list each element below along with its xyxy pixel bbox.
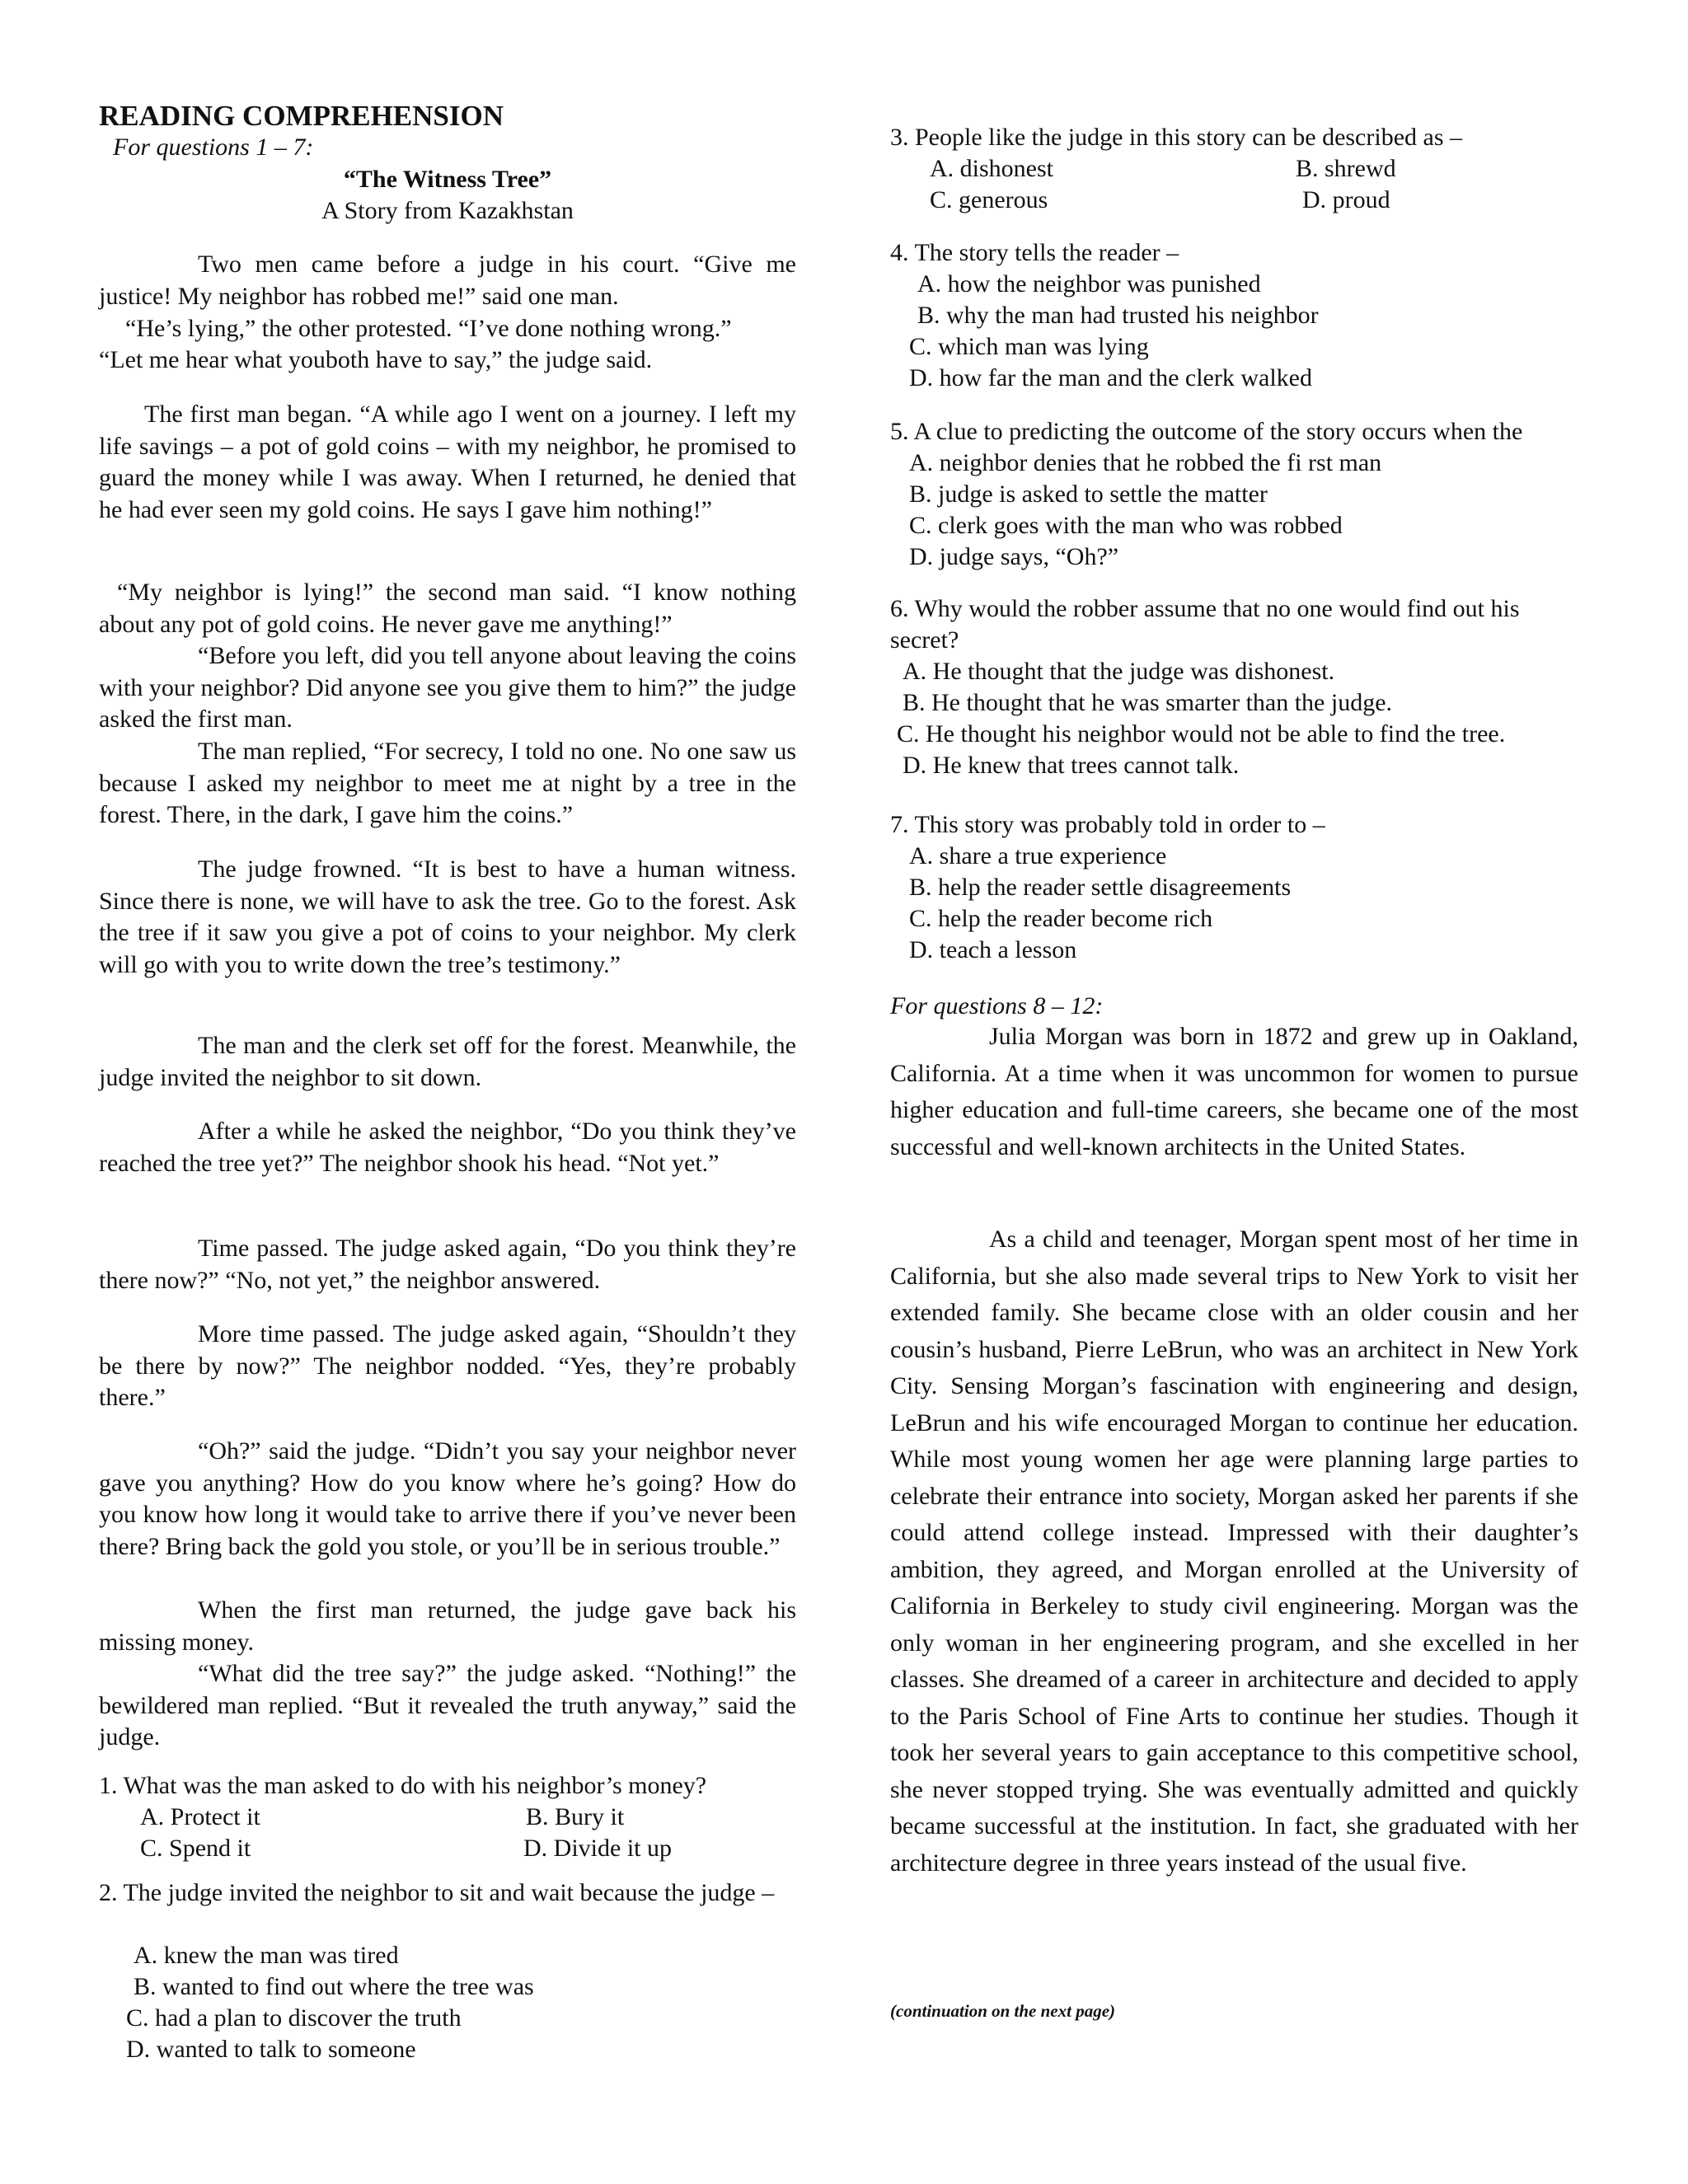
continuation-note: (continuation on the next page) xyxy=(890,2001,1116,2021)
question-1-option-a[interactable]: A. Protect it xyxy=(140,1803,260,1830)
page-title: READING COMPREHENSION xyxy=(99,100,504,132)
question-4 xyxy=(890,237,1578,394)
question-7-option-c[interactable]: C. help the reader become rich xyxy=(909,905,1213,932)
question-7-option-b[interactable]: B. help the reader settle disagreements xyxy=(909,874,1292,901)
story-subtitle: A Story from Kazakhstan xyxy=(321,197,574,224)
question-2-text: 2. The judge invited the neighbor to sit and wait because the judge – xyxy=(99,1879,775,1906)
question-6-option-d[interactable]: D. He knew that trees cannot talk. xyxy=(903,752,1240,779)
question-4-text: 4. The story tells the reader – xyxy=(890,239,1179,266)
question-2-option-a[interactable]: A. knew the man was tired xyxy=(134,1942,399,1969)
question-6-text: 6. Why would the robber assume that no one would find out his secret? xyxy=(890,595,1520,654)
question-1 xyxy=(99,1770,796,1862)
story-paragraph: When the first man returned, the judge gave back his missing money. xyxy=(99,1596,796,1656)
question-4-option-a[interactable]: A. how the neighbor was punished xyxy=(917,270,1261,298)
question-2 xyxy=(99,1877,796,2067)
question-7-text: 7. This story was probably told in order to – xyxy=(890,811,1325,838)
question-5 xyxy=(890,416,1578,573)
question-3-text: 3. People like the judge in this story can be described as – xyxy=(890,124,1462,151)
question-5-text: 5. A clue to predicting the outcome of the story occurs when the xyxy=(890,418,1523,445)
question-5-option-a[interactable]: A. neighbor denies that he robbed the fi rst man xyxy=(909,449,1382,476)
question-4-option-d[interactable]: D. how far the man and the clerk walked xyxy=(909,364,1312,391)
story-paragraph: The first man began. “A while ago I went on a journey. I left my life savings – a pot of gold coins – with my neighbor, he promised to guard the money while I was away. When I returned, he denied that he had ever seen my gold coins. He says I gave him nothing!” xyxy=(99,401,796,523)
question-7-option-a[interactable]: A. share a true experience xyxy=(909,842,1167,869)
question-2-option-d[interactable]: D. wanted to talk to someone xyxy=(126,2036,416,2063)
story-paragraph: The man and the clerk set off for the forest. Meanwhile, the judge invited the neighbor to sit down. xyxy=(99,1032,796,1091)
story-paragraph: Time passed. The judge asked again, “Do you think they’re there now?” “No, not yet,” the neighbor answered. xyxy=(99,1235,796,1294)
story-paragraph: Two men came before a judge in his court. “Give me justice! My neighbor has robbed me!” said one man. xyxy=(99,251,796,310)
question-3 xyxy=(890,122,1578,221)
question-3-option-c[interactable]: C. generous xyxy=(930,186,1048,213)
story-paragraph: “Oh?” said the judge. “Didn’t you say your neighbor never gave you anything? How do you know where he’s going? How do you know how long it would take to arrive there if you’ve never been there? Bring back the gold you stole, or you’ll be in serious trouble.” xyxy=(99,1437,796,1560)
question-4-option-b[interactable]: B. why the man had trusted his neighbor xyxy=(917,302,1319,329)
story-paragraph: After a while he asked the neighbor, “Do you think they’ve reached the tree yet?” The neighbor shook his head. “Not yet.” xyxy=(99,1118,796,1177)
question-1-option-b[interactable]: B. Bury it xyxy=(526,1803,625,1830)
question-3-option-a[interactable]: A. dishonest xyxy=(930,155,1053,182)
question-5-option-b[interactable]: B. judge is asked to settle the matter xyxy=(909,480,1268,508)
story-paragraph: “My neighbor is lying!” the second man said. “I know nothing about any pot of gold coins. He never gave me anything!” xyxy=(99,579,796,638)
passage-paragraph: Julia Morgan was born in 1872 and grew up in Oakland, California. At a time when it was uncommon for women to pursue higher education and full-time careers, she became one of the most successful and well-known architects in the United States. xyxy=(890,1023,1578,1160)
question-1-option-d[interactable]: D. Divide it up xyxy=(523,1835,672,1862)
story-title: “The Witness Tree” xyxy=(343,166,552,193)
question-1-text: 1. What was the man asked to do with his neighbor’s money? xyxy=(99,1772,707,1799)
question-6-option-c[interactable]: C. He thought his neighbor would not be able to find the tree. xyxy=(897,720,1506,748)
question-6 xyxy=(890,593,1578,783)
story-paragraph: More time passed. The judge asked again, “Shouldn’t they be there by now?” The neighbor nodded. “Yes, they’re probably there.” xyxy=(99,1320,796,1411)
question-7 xyxy=(890,809,1578,966)
questions-8-12-intro: For questions 8 – 12: xyxy=(890,992,1104,1019)
story-paragraph: “Before you left, did you tell anyone about leaving the coins with your neighbor? Did anyone see you give them to him?” the judge asked the first man. xyxy=(99,642,796,733)
question-3-option-b[interactable]: B. shrewd xyxy=(1296,155,1396,182)
question-6-option-b[interactable]: B. He thought that he was smarter than the judge. xyxy=(903,689,1393,716)
story-paragraph: “Let me hear what youboth have to say,” the judge said. xyxy=(99,346,653,373)
passage-paragraph: As a child and teenager, Morgan spent most of her time in California, but she also made several trips to New York to visit her extended family. She became close with an older cousin and her cousin’s husband, Pierre LeBrun, who was an architect in New York City. Sensing Morgan’s fascination with engineering and design, LeBrun and his wife encouraged Morgan to continue her education. While most young women her age were planning large parties to celebrate their entrance into society, Morgan asked her parents if she could attend college instead. Impressed with their daughter’s ambition, they agreed, and Morgan enrolled at the University of California in Berkeley to study civil engineering. Morgan was the only woman in her engineering program, and she excelled in her classes. She dreamed of a career in architecture and decided to apply to the Paris School of Fine Arts to continue her studies. Though it took her several years to gain acceptance to this competitive school, she never stopped trying. She was eventually admitted and quickly became successful at the institution. In fact, she graduated with her architecture degree in three years instead of the usual five. xyxy=(890,1226,1578,1877)
question-7-option-d[interactable]: D. teach a lesson xyxy=(909,936,1077,963)
question-4-option-c[interactable]: C. which man was lying xyxy=(909,333,1149,360)
questions-1-7-intro: For questions 1 – 7: xyxy=(113,134,314,161)
story-paragraph: “He’s lying,” the other protested. “I’ve done nothing wrong.” xyxy=(125,315,732,342)
question-3-option-d[interactable]: D. proud xyxy=(1302,186,1390,213)
story-paragraph: The man replied, “For secrecy, I told no one. No one saw us because I asked my neighbor to meet me at night by a tree in the forest. There, in the dark, I gave him the coins.” xyxy=(99,738,796,828)
story-paragraph: “What did the tree say?” the judge asked. “Nothing!” the bewildered man replied. “But it revealed the truth anyway,” said the judge. xyxy=(99,1660,796,1750)
question-5-option-d[interactable]: D. judge says, “Oh?” xyxy=(909,543,1119,570)
question-5-option-c[interactable]: C. clerk goes with the man who was robbed xyxy=(909,512,1343,539)
question-2-option-c[interactable]: C. had a plan to discover the truth xyxy=(126,2004,462,2032)
question-2-option-b[interactable]: B. wanted to find out where the tree was xyxy=(134,1973,534,2000)
question-6-option-a[interactable]: A. He thought that the judge was dishonest. xyxy=(903,658,1335,685)
story-paragraph: The judge frowned. “It is best to have a human witness. Since there is none, we will have to ask the tree. Go to the forest. Ask the tree if it saw you give a pot of coins to your neighbor. My clerk will go with you to write down the tree’s testimony.” xyxy=(99,855,796,978)
question-1-option-c[interactable]: C. Spend it xyxy=(140,1835,251,1862)
